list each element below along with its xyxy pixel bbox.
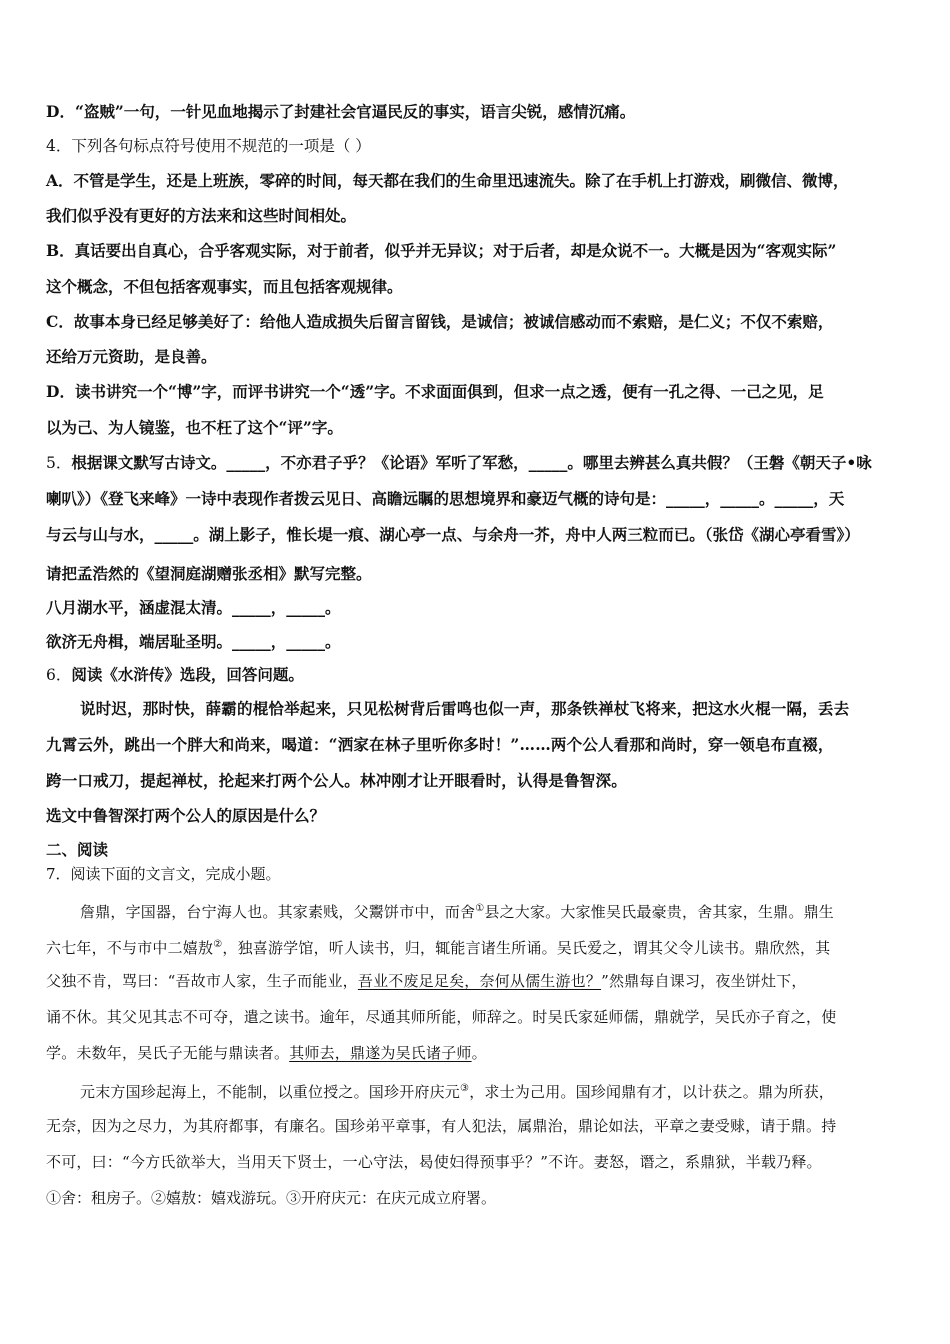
q5-line3: 与云与山与水，_____。湖上影子，惟长堤一痕、湖心亭一点、与余舟一芥，舟中人两三粒而已。（张岱《湖心亭看雪》） [46,525,860,544]
q6-number: 6． [46,666,72,684]
q6-passage-line2: 九霄云外，跳出一个胖大和尚来，喝道：“洒家在林子里听你多时！”……两个公人看那和尚时，穿一领皂布直裰， [46,735,834,754]
q7-para1-line1 [80,898,834,923]
q7-stem: 7．阅读下面的文言文，完成小题。 [46,865,281,883]
q5-line1 [46,452,872,474]
q4-option-d-line2: 以为己、为人镜鉴，也不枉了这个“评”字。 [46,418,343,437]
section-2-title: 二、阅读 [46,840,109,859]
q6-question: 选文中鲁智深打两个公人的原因是什么？ [46,806,326,825]
q7-para1-line2 [46,934,830,959]
q5-line5: 八月湖水平，涵虚混太清。_____，_____。 [46,598,341,617]
q7-para1-line2-a: 六七年，不与市中二嬉敖 [46,939,214,957]
q4-option-a-line1: A．不管是学生，还是上班族，零碎的时间，每天都在我们的生命里迅速流失。除了在手机上打游戏，刷微信、微博， [46,171,849,190]
footnote-mark-3: ③ [460,1083,470,1094]
q5-line1-text: 根据课文默写古诗文。_____，不亦君子乎？《论语》军听了军愁，_____。哪里去辨甚么真共假？（王磐《朝天子•咏 [71,453,872,472]
q6-stem [46,664,304,686]
underlined-sentence-1: 吾业不废足足矣，奈何从儒生游也？ [357,972,602,990]
q6-passage-line1: 说时迟，那时快，薛霸的棍恰举起来，只见松树背后雷鸣也似一声，那条铁禅杖飞将来，把这水火棍一隔，丢去 [80,699,850,718]
q7-para1-line3-b: ”然鼎每自课习，夜坐饼灶下， [601,972,807,990]
q7-para2-line2: 无奈，因为之尽力，为其府都事，有廉名。国珍弟平章事，有人犯法，属鼎治，鼎论如法，平章之妻受赇，请于鼎。持 [46,1117,837,1135]
underlined-sentence-2: 其师去，鼎遂为吴氏诸子师 [289,1044,472,1062]
q4-option-b-line1: B．真话要出自真心，合乎客观实际，对于前者，似乎并无异议；对于后者，却是众说不一。大概是因为“客观实际” [46,241,837,260]
q7-para1-line1-b: 县之大家。大家惟吴氏最豪贵，舍其家，生鼎。鼎生 [484,903,834,921]
q5-line4: 请把孟浩然的《望洞庭湖赠张丞相》默写完整。 [46,564,372,583]
q7-footnotes: ①舍：租房子。②嬉敖：嬉戏游玩。③开府庆元：在庆元成立府署。 [46,1189,497,1207]
q4-stem-text: 4．下列各句标点符号使用不规范的一项是（ ） [46,137,371,155]
q5-line6: 欲济无舟楫，端居耻圣明。_____，_____。 [46,632,341,651]
q7-para2-line1 [80,1078,834,1103]
q7-para1-line3-a: 父独不肯，骂曰：“吾故市人家，生子而能业， [46,972,358,990]
q6-stem-text: 阅读《水浒传》选段，回答问题。 [71,665,304,684]
q7-para2-line1-a: 元末方国珍起海上，不能制，以重位授之。国珍开府庆元 [80,1083,461,1101]
q5-line2: 喇叭》）《登飞来峰》一诗中表现作者拨云见日、高瞻远瞩的思想境界和豪迈气概的诗句是：_____，_____。_____，天 [46,489,845,508]
footnote-mark-2: ② [213,939,223,950]
q7-para1-line5-a: 学。未数年，吴氏子无能与鼎读者。 [46,1044,290,1062]
q6-passage-line3: 跨一口戒刀，提起禅杖，抡起来打两个公人。林冲刚才让开眼看时，认得是鲁智深。 [46,771,627,790]
q4-option-a-line2: 我们似乎没有更好的方法来和这些时间相处。 [46,206,357,225]
footnote-mark-1: ① [475,903,485,914]
q5-number: 5． [46,454,72,472]
q7-para1-line1-a: 詹鼎，字国器，台宁海人也。其家素贱，父鬻饼市中，而舍 [80,903,476,921]
q7-para1-line5-b: 。 [471,1044,487,1062]
q7-para1-line2-b: ，独喜游学馆，听人读书，归，辄能言诸生所诵。吴氏爱之，谓其父令儿读书。鼎欣然，其 [222,939,831,957]
q7-para2-line1-b: ，求士为己用。国珍闻鼎有才，以计获之。鼎为所获， [469,1083,834,1101]
q7-para1-line5 [46,1042,487,1064]
q4-stem [46,135,371,157]
q7-para2-line3: 不可，曰：“今方氏欲举大，当用天下贤士，一心守法，曷使妇得预事乎？”不许。妻怒，谮之，系鼎狱，半载乃释。 [46,1153,822,1171]
q7-para1-line3 [46,970,807,992]
q4-option-c-line2: 还给万元资助，是良善。 [46,347,217,366]
q4-option-d-line1: D．读书讲究一个“博”字，而评书讲究一个“透”字。不求面面俱到，但求一点之透，便有一孔之得、一己之见，足 [46,382,824,401]
q7-para1-line4: 诵不休。其父见其志不可夺，遣之读书。逾年，尽通其师所能，师辞之。时吴氏家延师儒，鼎就学，吴氏亦子育之，使 [46,1008,837,1026]
q4-option-b-line2: 这个概念，不但包括客观事实，而且包括客观规律。 [46,277,403,296]
q4-option-c-line1: C．故事本身已经足够美好了：给他人造成损失后留言留钱，是诚信；被诚信感动而不索赔，是仁义；不仅不索赔， [46,312,834,331]
q3-option-d: D．“盗贼”一句，一针见血地揭示了封建社会官逼民反的事实，语言尖锐，感情沉痛。 [46,102,636,121]
